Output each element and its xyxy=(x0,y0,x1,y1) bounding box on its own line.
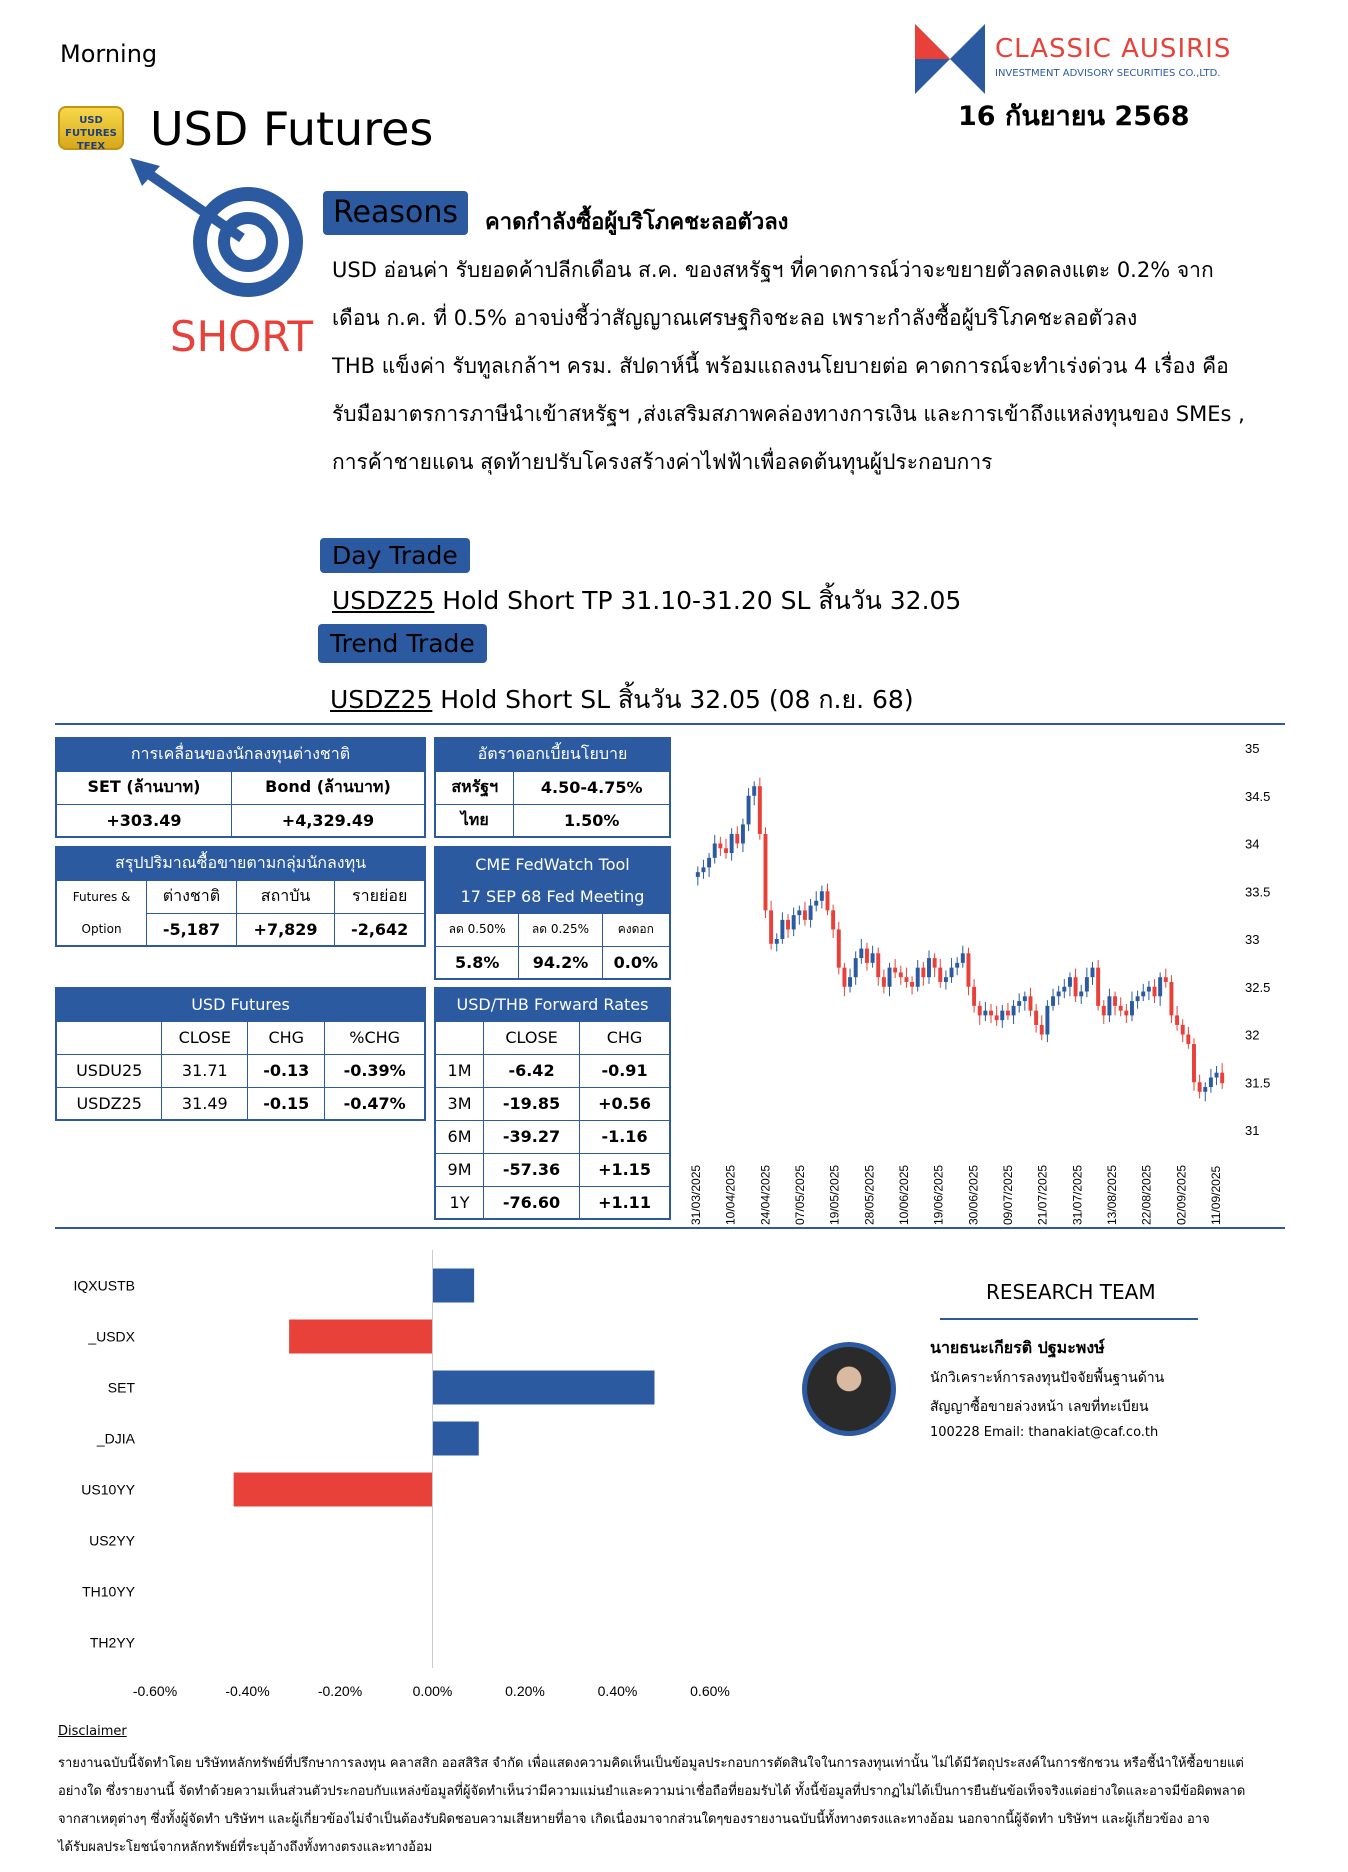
candle-body xyxy=(904,977,908,982)
bar xyxy=(433,1269,475,1303)
x-tick-label: 22/08/2025 xyxy=(1139,1164,1154,1225)
bar-category-label: IQXUSTB xyxy=(73,1277,135,1294)
fedwatch-header: คงดอก xyxy=(602,913,670,946)
y-tick-label: 34.5 xyxy=(1245,788,1271,804)
forward-rates-chg: -0.91 xyxy=(580,1054,670,1087)
y-tick-label: 31 xyxy=(1245,1123,1260,1138)
investor-groups-value: +7,829 xyxy=(236,913,335,946)
day-trade-line xyxy=(332,581,961,621)
candle-body xyxy=(966,953,970,986)
page-title: USD Futures xyxy=(150,102,434,156)
candle-body xyxy=(1012,1006,1016,1016)
candle-body xyxy=(927,958,931,977)
candle-body xyxy=(1017,1001,1021,1006)
reason-line: การค้าชายแดน สุดท้ายปรับโครงสร้างค่าไฟฟ้าเพื่อลดต้นทุนผู้ประกอบการ xyxy=(332,450,993,474)
usd-futures-pchg: -0.47% xyxy=(325,1087,425,1120)
investor-groups-label: Futures & xyxy=(56,880,147,913)
candle-body xyxy=(792,915,796,929)
disclaimer-line: จากสาเหตุต่างๆ ซึ่งทั้งผู้จัดทำ บริษัทฯ และผู้เกี่ยวข้องไม่จำเป็นต้องรับผิดชอบความเสียหายที่อาจ เกิดเนื่องมาจากส่วนใดๆของรายงานฉบับนี้ทั้งทางตรงและทางอ้อม นอกจากนี้ผู้จัดทำ บริษัทฯ และผู้เกี่ยวข้อง อาจ xyxy=(58,1812,1210,1827)
candle-body xyxy=(696,872,700,877)
x-tick-label: 0.60% xyxy=(690,1683,730,1699)
policy-rate-value: 4.50-4.75% xyxy=(514,771,670,804)
bar-category-label: US2YY xyxy=(89,1532,135,1549)
candle-body xyxy=(1215,1073,1219,1078)
policy-rate-country: ไทย xyxy=(435,804,514,837)
candle-body xyxy=(938,968,942,982)
candle-body xyxy=(1153,987,1157,997)
x-tick-label: 11/09/2025 xyxy=(1209,1165,1223,1225)
foreign-flow-title: การเคลื่อนของนักลงทุนต่างชาติ xyxy=(56,738,425,771)
reason-line: USD อ่อนค่า รับยอดค้าปลีกเดือน ส.ค. ของสหรัฐฯ ที่คาดการณ์ว่าจะขยายตัวลดลงแตะ 0.2% จาก xyxy=(332,258,1214,282)
bar-category-label: US10YY xyxy=(81,1481,135,1498)
usd-futures-header: CHG xyxy=(248,1021,325,1054)
forward-rates-tenor: 3M xyxy=(435,1087,484,1120)
forward-rates-chg: -1.16 xyxy=(580,1120,670,1153)
forward-rates-header: CHG xyxy=(580,1021,670,1054)
y-tick-label: 33.5 xyxy=(1245,884,1271,900)
forward-rates-header: CLOSE xyxy=(484,1021,580,1054)
policy-rate-title: อัตราดอกเบี้ยนโยบาย xyxy=(435,738,670,771)
usd-futures-table xyxy=(55,987,426,1121)
candle-body xyxy=(978,1006,982,1016)
forward-rates-tenor: 1M xyxy=(435,1054,484,1087)
candle-body xyxy=(1192,1044,1196,1082)
candle-body xyxy=(1057,992,1061,997)
forward-rates-tenor: 6M xyxy=(435,1120,484,1153)
candle-body xyxy=(989,1011,993,1016)
usd-futures-close: 31.71 xyxy=(162,1054,248,1087)
x-tick-label: 10/06/2025 xyxy=(897,1164,911,1225)
candle-body xyxy=(1006,1011,1010,1016)
report-date: 16 กันยายน 2568 xyxy=(958,101,1190,132)
candle-body xyxy=(859,949,863,959)
candle-body xyxy=(1023,996,1027,1001)
investor-groups-value: -2,642 xyxy=(335,913,425,946)
x-tick-label: 13/08/2025 xyxy=(1105,1164,1119,1225)
candle-body xyxy=(1203,1087,1207,1092)
divider-bottom xyxy=(55,1227,1285,1229)
bar-category-label: TH10YY xyxy=(82,1583,135,1600)
divider-top xyxy=(55,723,1285,725)
candle-body xyxy=(1209,1077,1213,1087)
brand-subtitle: INVESTMENT ADVISORY SECURITIES CO.,LTD. xyxy=(995,68,1221,79)
foreign-flow-value: +303.49 xyxy=(56,804,231,837)
x-tick-label: 02/09/2025 xyxy=(1174,1164,1189,1225)
usd-futures-header: CLOSE xyxy=(162,1021,248,1054)
forward-rates-chg: +0.56 xyxy=(580,1087,670,1120)
candle-body xyxy=(865,949,869,963)
x-tick-label: 07/05/2025 xyxy=(793,1164,807,1225)
reason-line: THB แข็งค่า รับทูลเกล้าฯ ครม. สัปดาห์นี้ พร้อมแถลงนโยบายต่อ คาดการณ์จะทำเร่งด่วน 4 เรื่อง คือ xyxy=(332,354,1229,378)
usd-futures-symbol: USDU25 xyxy=(56,1054,162,1087)
x-tick-label: 30/06/2025 xyxy=(966,1164,981,1225)
x-tick-label: -0.40% xyxy=(225,1683,270,1699)
candle-body xyxy=(741,824,745,843)
reasons-tag: Reasons xyxy=(323,191,468,235)
x-tick-label: 28/05/2025 xyxy=(862,1164,877,1225)
candle-body xyxy=(1096,968,1100,1006)
foreign-flow-header: SET (ล้านบาท) xyxy=(56,771,231,804)
forward-rates-chg: +1.15 xyxy=(580,1153,670,1186)
foreign-flow-table xyxy=(55,737,426,838)
x-tick-label: 0.00% xyxy=(412,1683,453,1699)
candle-body xyxy=(995,1015,999,1020)
target-dart-icon xyxy=(130,158,330,298)
candle-body xyxy=(916,968,920,987)
y-tick-label: 35 xyxy=(1245,741,1260,756)
candle-body xyxy=(1102,1006,1106,1016)
candle-body xyxy=(713,844,717,858)
fedwatch-value: 0.0% xyxy=(602,946,670,979)
forward-rates-tenor: 9M xyxy=(435,1153,484,1186)
candle-body xyxy=(1062,987,1066,992)
forward-rates-chg: +1.11 xyxy=(580,1186,670,1219)
policy-rate-value: 1.50% xyxy=(514,804,670,837)
candle-body xyxy=(933,958,937,968)
candle-body xyxy=(944,977,948,982)
candle-body xyxy=(1147,987,1151,992)
day-trade-symbol: USDZ25 xyxy=(332,586,435,615)
forward-rates-tenor: 1Y xyxy=(435,1186,484,1219)
x-tick-label: -0.60% xyxy=(132,1683,178,1699)
bar xyxy=(234,1473,433,1507)
candle-body xyxy=(769,910,773,943)
signal-short: SHORT xyxy=(170,312,314,361)
investor-groups-header: สถาบัน xyxy=(236,880,335,913)
candle-body xyxy=(1220,1073,1224,1084)
trend-trade-symbol: USDZ25 xyxy=(330,685,433,714)
x-tick-label: 31/07/2025 xyxy=(1070,1164,1085,1225)
candle-body xyxy=(921,968,925,978)
candle-body xyxy=(837,929,841,967)
policy-rate-table xyxy=(434,737,671,838)
x-tick-label: 0.40% xyxy=(597,1683,638,1699)
candle-body xyxy=(735,834,739,844)
candle-body xyxy=(786,920,790,930)
candle-body xyxy=(842,968,846,987)
candle-body xyxy=(1079,992,1083,997)
y-tick-label: 33 xyxy=(1245,932,1260,947)
candle-body xyxy=(820,891,824,901)
brand-name: CLASSIC AUSIRIS xyxy=(995,34,1232,64)
usd-futures-symbol: USDZ25 xyxy=(56,1087,162,1120)
research-team-title: RESEARCH TEAM xyxy=(986,1280,1156,1304)
candle-body xyxy=(1000,1011,1004,1021)
candle-body xyxy=(910,982,914,987)
candle-body xyxy=(1181,1025,1185,1035)
foreign-flow-value: +4,329.49 xyxy=(231,804,425,837)
foreign-flow-header: Bond (ล้านบาท) xyxy=(231,771,425,804)
candle-body xyxy=(730,834,734,853)
x-tick-label: 19/05/2025 xyxy=(827,1164,842,1225)
y-tick-label: 31.5 xyxy=(1245,1075,1271,1091)
usd-futures-pchg: -0.39% xyxy=(325,1054,425,1087)
y-tick-label: 34 xyxy=(1245,836,1260,852)
candle-body xyxy=(1130,1001,1134,1015)
candle-body xyxy=(848,977,852,987)
candle-body xyxy=(983,1011,987,1016)
bar xyxy=(433,1422,479,1456)
candle-body xyxy=(1034,1011,1038,1025)
candle-body xyxy=(1068,977,1072,987)
forward-rates-close: -19.85 xyxy=(484,1087,580,1120)
investor-groups-table xyxy=(55,846,426,947)
candle-body xyxy=(701,867,705,872)
trend-trade-tag: Trend Trade xyxy=(318,624,487,663)
candle-body xyxy=(764,834,768,910)
disclaimer-line: ได้รับผลประโยชน์จากหลักทรัพย์ที่ระบุอ้างถึงทั้งทางตรงและทางอ้อม xyxy=(58,1840,433,1855)
candle-body xyxy=(1124,1011,1128,1016)
candle-body xyxy=(1136,996,1140,1001)
candle-body xyxy=(814,901,818,906)
candle-body xyxy=(1164,977,1168,982)
x-tick-label: 31/03/2025 xyxy=(689,1164,703,1225)
fedwatch-value: 94.2% xyxy=(519,946,602,979)
candle-body xyxy=(809,906,813,920)
usd-futures-corner xyxy=(56,1021,162,1054)
day-trade-text: Hold Short TP 31.10-31.20 SL สิ้นวัน 32.05 xyxy=(434,586,962,615)
trend-trade-line xyxy=(330,680,914,720)
forward-rates-close: -39.27 xyxy=(484,1120,580,1153)
x-tick-label: 09/07/2025 xyxy=(1001,1164,1015,1225)
investor-groups-value: -5,187 xyxy=(147,913,237,946)
candle-body xyxy=(1074,977,1078,996)
usd-futures-chg: -0.13 xyxy=(248,1054,325,1087)
bar xyxy=(433,1371,655,1405)
candle-body xyxy=(1158,977,1162,996)
usd-futures-chg: -0.15 xyxy=(248,1087,325,1120)
candle-body xyxy=(888,968,892,987)
fedwatch-header: ลด 0.50% xyxy=(435,913,519,946)
bar-category-label: TH2YY xyxy=(89,1634,135,1651)
candle-body xyxy=(707,858,711,868)
reason-line: รับมือมาตรการภาษีนำเข้าสหรัฐฯ ,ส่งเสริมสภาพคล่องทางการเงิน และการเข้าถึงแหล่งทุนของ SMEs , xyxy=(332,402,1245,426)
candle-body xyxy=(1091,968,1095,978)
forward-rates-close: -76.60 xyxy=(484,1186,580,1219)
candle-body xyxy=(893,968,897,973)
candle-body xyxy=(854,958,858,977)
candle-body xyxy=(1051,996,1055,1006)
x-tick-label: 10/04/2025 xyxy=(723,1164,738,1225)
fedwatch-table xyxy=(434,846,671,980)
candle-body xyxy=(1141,992,1145,997)
y-tick-label: 32 xyxy=(1245,1027,1260,1043)
candle-body xyxy=(797,910,801,915)
fedwatch-header: ลด 0.25% xyxy=(519,913,602,946)
candle-body xyxy=(1045,1006,1049,1035)
bar-category-label: _USDX xyxy=(88,1328,135,1345)
candle-body xyxy=(1029,996,1033,1010)
candle-body xyxy=(972,987,976,1006)
y-tick-label: 32.5 xyxy=(1245,979,1271,995)
investor-groups-label: Option xyxy=(56,913,147,946)
investor-groups-header: ต่างชาติ xyxy=(147,880,237,913)
bar-category-label: SET xyxy=(107,1379,135,1396)
analyst-avatar xyxy=(802,1342,896,1436)
forward-rates-title: USD/THB Forward Rates xyxy=(435,988,670,1021)
candle-body xyxy=(955,963,959,968)
forward-rates-table xyxy=(434,987,671,1220)
analyst-name: นายธนะเกียรติ ปฐมะพงษ์ xyxy=(930,1338,1105,1357)
candle-body xyxy=(1040,1025,1044,1035)
usd-futures-logo xyxy=(58,106,124,150)
forward-rates-corner xyxy=(435,1021,484,1054)
candle-body xyxy=(899,972,903,977)
market-change-bar-chart xyxy=(55,1240,775,1710)
session-label: Morning xyxy=(60,40,158,68)
candle-body xyxy=(747,796,751,825)
candle-body xyxy=(1169,982,1173,1015)
usd-futures-logo-text: USD FUTURES TFEX xyxy=(65,115,117,152)
x-tick-label: 19/06/2025 xyxy=(931,1164,946,1225)
reason-line: เดือน ก.ค. ที่ 0.5% อาจบ่งชี้ว่าสัญญาณเศรษฐกิจชะลอ เพราะกำลังซื้อผู้บริโภคชะลอตัวลง xyxy=(332,306,1138,330)
candle-body xyxy=(871,953,875,963)
candle-body xyxy=(950,968,954,978)
candle-body xyxy=(758,786,762,834)
x-tick-label: 24/04/2025 xyxy=(758,1164,773,1225)
reasons-body xyxy=(332,246,1342,486)
usdthb-candlestick-chart xyxy=(680,730,1300,1230)
candle-body xyxy=(882,977,886,987)
candle-body xyxy=(831,910,835,929)
candle-body xyxy=(876,953,880,977)
analyst-contact: 100228 Email: thanakiat@caf.co.th xyxy=(930,1425,1159,1440)
analyst-role-1: นักวิเคราะห์การลงทุนปัจจัยพื้นฐานด้าน xyxy=(930,1370,1165,1386)
usd-futures-close: 31.49 xyxy=(162,1087,248,1120)
disclaimer-title: Disclaimer xyxy=(58,1724,127,1739)
usd-futures-title: USD Futures xyxy=(56,988,425,1021)
candle-body xyxy=(752,786,756,796)
policy-rate-country: สหรัฐฯ xyxy=(435,771,514,804)
usd-futures-header: %CHG xyxy=(325,1021,425,1054)
candle-body xyxy=(724,848,728,853)
fedwatch-value: 5.8% xyxy=(435,946,519,979)
fedwatch-title: CME FedWatch Tool xyxy=(435,847,670,880)
research-title-underline xyxy=(940,1318,1198,1320)
investor-groups-header: รายย่อย xyxy=(335,880,425,913)
candle-body xyxy=(961,953,965,963)
candle-body xyxy=(1107,996,1111,1015)
candle-body xyxy=(718,844,722,849)
candle-body xyxy=(826,891,830,910)
candle-body xyxy=(1113,996,1117,1006)
disclaimer-line: อย่างใด ซึ่งรายงานนี้ จัดทำด้วยความเห็นส่วนตัวประกอบกับแหล่งข้อมูลที่ผู้จัดทำเห็นว่ามีความแม่นยำและความน่าเชื่อถือที่ยอมรับได้ ทั้งนี้ข้อมูลที่ปรากฏไม่ได้เป็นการยืนยันข้อเท็จจริงแต่อย่างใดและอาจมีข้อผิดพลาด xyxy=(58,1784,1246,1799)
disclaimer-line: รายงานฉบับนี้จัดทำโดย บริษัทหลักทรัพย์ที่ปรึกษาการลงทุน คลาสสิก ออสสิริส จำกัด เพื่อแสดงความคิดเห็นเป็นข้อมูลประกอบการตัดสินใจในการลงทุนเท่านั้น ไม่ได้มีวัตถุประสงค์ในการชักชวน หรือชี้นำให้ซื้อขายแต่ xyxy=(58,1756,1244,1771)
analyst-role-2: สัญญาซื้อขายล่วงหน้า เลขที่ทะเบียน xyxy=(930,1399,1149,1415)
fedwatch-subtitle: 17 SEP 68 Fed Meeting xyxy=(435,880,670,913)
classic-ausiris-logo-icon xyxy=(910,24,990,94)
x-tick-label: -0.20% xyxy=(317,1683,363,1699)
candle-body xyxy=(780,920,784,939)
day-trade-tag: Day Trade xyxy=(320,538,470,573)
trend-trade-text: Hold Short SL สิ้นวัน 32.05 (08 ก.ย. 68) xyxy=(432,685,914,714)
forward-rates-close: -6.42 xyxy=(484,1054,580,1087)
reasons-headline: คาดกำลังซื้อผู้บริโภคชะลอตัวลง xyxy=(485,210,789,235)
candle-body xyxy=(1198,1082,1202,1092)
bar-category-label: _DJIA xyxy=(96,1430,135,1447)
candle-body xyxy=(1085,977,1089,991)
candle-body xyxy=(1186,1035,1190,1045)
candle-body xyxy=(775,939,779,944)
candle-body xyxy=(1175,1015,1179,1025)
x-tick-label: 0.20% xyxy=(505,1683,545,1699)
candle-body xyxy=(1119,1006,1123,1011)
forward-rates-close: -57.36 xyxy=(484,1153,580,1186)
x-tick-label: 21/07/2025 xyxy=(1035,1164,1050,1225)
disclaimer-body xyxy=(58,1750,1308,1862)
investor-groups-title: สรุปปริมาณซื้อขายตามกลุ่มนักลงทุน xyxy=(56,847,425,880)
bar xyxy=(289,1320,432,1354)
candle-body xyxy=(803,910,807,920)
